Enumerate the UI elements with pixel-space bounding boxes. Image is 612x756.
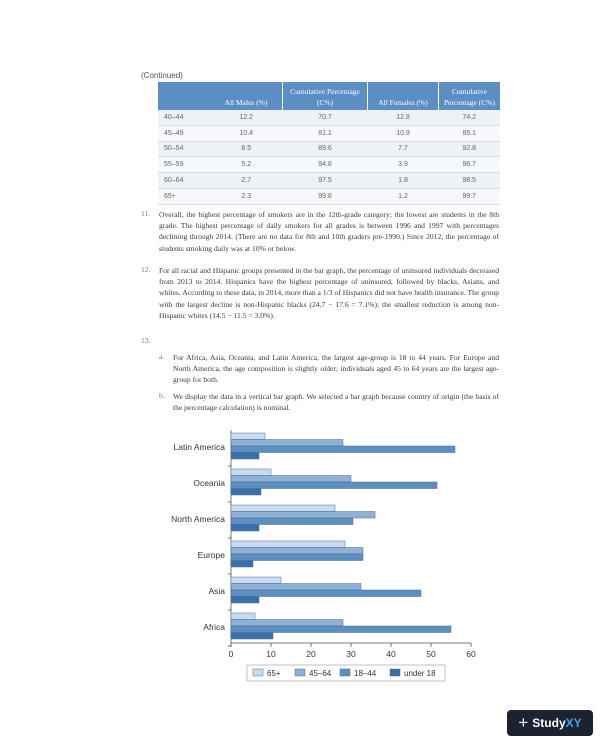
bar-asia-2 bbox=[231, 584, 361, 591]
table-row bbox=[158, 110, 500, 125]
bar-oceania-4 bbox=[231, 489, 261, 496]
table-cell: 74.2 bbox=[439, 110, 501, 125]
x-tick-label: 10 bbox=[266, 649, 276, 659]
age-group-cell: 40–44 bbox=[158, 110, 210, 125]
legend-label: 45–64 bbox=[309, 669, 332, 678]
bar-oceania-2 bbox=[231, 476, 351, 483]
x-tick-label: 40 bbox=[386, 649, 396, 659]
continued-label: (Continued) bbox=[141, 71, 183, 80]
table-cell: 10.4 bbox=[210, 125, 283, 141]
bar-africa-2 bbox=[231, 620, 343, 627]
age-group-cell: 65+ bbox=[158, 188, 210, 204]
table-cell: 99.8 bbox=[283, 188, 368, 204]
bar-latin-america-4 bbox=[231, 453, 259, 460]
item-number: 11. bbox=[141, 209, 151, 218]
table-row bbox=[158, 125, 500, 141]
item-number: 13. bbox=[141, 336, 151, 345]
legend-swatch bbox=[340, 669, 350, 676]
bar-north-america-4 bbox=[231, 525, 259, 532]
bar-north-america-3 bbox=[231, 518, 353, 525]
bar-oceania-3 bbox=[231, 482, 437, 489]
bar-latin-america-2 bbox=[231, 440, 343, 447]
studyxy-logo bbox=[507, 710, 593, 736]
table-header-cell: Cumulative Percentage (C%) bbox=[283, 82, 368, 110]
bar-africa-1 bbox=[231, 613, 255, 620]
table-cell: 1.8 bbox=[368, 173, 439, 189]
x-tick-label: 0 bbox=[228, 649, 234, 659]
logo-text-study: Study bbox=[532, 716, 566, 730]
category-label: Latin America bbox=[173, 442, 225, 452]
item-number: 12. bbox=[141, 265, 151, 274]
subitem-label: a. bbox=[159, 352, 165, 361]
table-cell: 2.3 bbox=[210, 188, 283, 204]
table-row bbox=[158, 141, 500, 157]
table-header-cell: Cumulative Percentage (C%) bbox=[439, 82, 501, 110]
table-cell: 96.7 bbox=[439, 157, 501, 173]
age-group-cell: 55–59 bbox=[158, 157, 210, 173]
x-tick-label: 50 bbox=[426, 649, 436, 659]
age-group-cell: 45–49 bbox=[158, 125, 210, 141]
table-cell: 85.1 bbox=[439, 125, 501, 141]
plus-icon: + bbox=[518, 713, 529, 732]
table-cell: 1.2 bbox=[368, 188, 439, 204]
table-cell: 2.7 bbox=[210, 173, 283, 189]
table-cell: 97.5 bbox=[283, 173, 368, 189]
answer-11-text: Overall, the highest percentage of smokers are in the 12th-grade category; the lowest are students in the 8th grade. The highest percentage of daily smokers for all grades is between 1996 and 1997 with percentages declining through 2014. (There are no data for 8th and 10th graders pre-1990.) Since 2012, the percentage of students smoking daily was at 10% or below. bbox=[159, 210, 499, 253]
category-label: North America bbox=[171, 514, 225, 524]
bar-africa-4 bbox=[231, 633, 273, 640]
table-cell: 94.8 bbox=[283, 157, 368, 173]
table-cell: 12.8 bbox=[368, 110, 439, 125]
age-group-cell: 60–64 bbox=[158, 173, 210, 189]
bar-africa-3 bbox=[231, 626, 451, 633]
category-label: Europe bbox=[197, 550, 225, 560]
bar-asia-4 bbox=[231, 597, 259, 604]
legend-swatch bbox=[390, 669, 400, 676]
bar-asia-1 bbox=[231, 577, 281, 584]
answer-13b-text: We display the data in a vertical bar graph. We selected a bar graph because country of origin (the basis of the percentage calculation) is nominal. bbox=[173, 392, 499, 413]
answer-13a-text: For Africa, Asia, Oceania, and Latin America, the largest age-group is 18 to 44 years. For Europe and North America, the age composition is slightly older; individuals aged 45 to 64 years are the largest age-group for both. bbox=[173, 353, 499, 385]
x-tick-label: 60 bbox=[466, 649, 476, 659]
subitem-label: b. bbox=[159, 391, 165, 400]
table-header-row bbox=[158, 82, 500, 110]
age-distribution-table bbox=[158, 82, 500, 205]
table-row bbox=[158, 173, 500, 189]
age-group-cell: 50–54 bbox=[158, 141, 210, 157]
table-cell: 7.7 bbox=[368, 141, 439, 157]
category-label: Asia bbox=[208, 586, 225, 596]
x-tick-label: 30 bbox=[346, 649, 356, 659]
x-tick-label: 20 bbox=[306, 649, 316, 659]
table-cell: 3.9 bbox=[368, 157, 439, 173]
bar-north-america-2 bbox=[231, 512, 375, 519]
bar-asia-3 bbox=[231, 590, 421, 597]
table-cell: 98.5 bbox=[439, 173, 501, 189]
legend-swatch bbox=[295, 669, 305, 676]
logo-text-xy: XY bbox=[565, 716, 582, 730]
table-cell: 92.8 bbox=[439, 141, 501, 157]
category-label: Africa bbox=[203, 622, 225, 632]
table-cell: 8.5 bbox=[210, 141, 283, 157]
table-cell: 12.2 bbox=[210, 110, 283, 125]
table-cell: 89.6 bbox=[283, 141, 368, 157]
bar-latin-america-3 bbox=[231, 446, 455, 453]
bar-europe-1 bbox=[231, 541, 345, 548]
bar-europe-2 bbox=[231, 548, 363, 555]
table-body bbox=[158, 110, 500, 204]
table-cell: 81.1 bbox=[283, 125, 368, 141]
table-cell: 99.7 bbox=[439, 188, 501, 204]
bar-north-america-1 bbox=[231, 505, 335, 512]
legend-label: 65+ bbox=[267, 669, 281, 678]
table-header-cell: All Females (%) bbox=[368, 82, 439, 110]
table-header-cell: All Males (%) bbox=[210, 82, 283, 110]
bar-latin-america-1 bbox=[231, 433, 265, 440]
bar-oceania-1 bbox=[231, 469, 271, 476]
table-row bbox=[158, 157, 500, 173]
table-row bbox=[158, 188, 500, 204]
bar-europe-4 bbox=[231, 561, 253, 568]
legend-swatch bbox=[253, 669, 263, 676]
category-label: Oceania bbox=[193, 478, 225, 488]
legend-label: 18–44 bbox=[354, 669, 377, 678]
table-cell: 70.7 bbox=[283, 110, 368, 125]
answer-12-text: For all racial and Hispanic groups presented in the bar graph, the percentage of uninsured individuals decreased from 2013 to 2014. Hispanics have the highest percentage of uninsured, followed by blacks, Asians, and whites. According to these data, in 2014, more than a 1/3 of Hispanics did not have health insurance. The group with the largest decline is non-Hispanic blacks (24.7 − 17.6 = 7.1%); the smallest reduction is among non-Hispanic whites (14.5 − 11.5 = 3.0%). bbox=[159, 266, 499, 320]
table-cell: 10.9 bbox=[368, 125, 439, 141]
table-header-cell bbox=[158, 82, 210, 110]
age-group-bar-chart bbox=[150, 425, 490, 695]
table-cell: 5.2 bbox=[210, 157, 283, 173]
bar-europe-3 bbox=[231, 554, 363, 561]
legend-label: under 18 bbox=[404, 669, 436, 678]
